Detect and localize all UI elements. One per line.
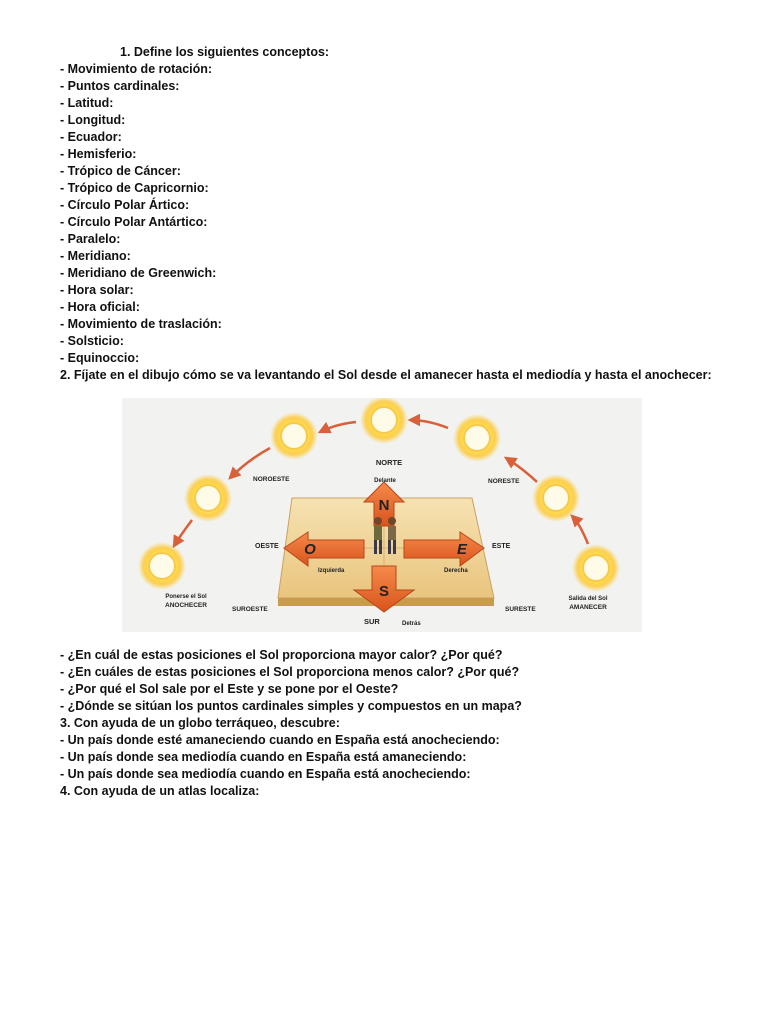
label-este: ESTE xyxy=(492,543,511,550)
label-suroeste: SUROESTE xyxy=(232,606,268,613)
label-salida-sol: Salida del Sol xyxy=(568,596,608,602)
concept-item: - Hora solar: xyxy=(60,283,134,297)
question-item: - ¿En cuál de estas posiciones el Sol proporciona mayor calor? ¿Por qué? xyxy=(60,648,503,662)
concept-item: - Círculo Polar Antártico: xyxy=(60,215,208,229)
concept-item: - Equinoccio: xyxy=(60,351,140,365)
concept-item: - Paralelo: xyxy=(60,232,121,246)
label-noreste: NORESTE xyxy=(488,478,520,485)
letter-e: E xyxy=(456,541,468,558)
sun-icon xyxy=(138,542,186,590)
sun-icon xyxy=(184,474,232,522)
concept-item: - Meridiano de Greenwich: xyxy=(60,266,217,280)
label-izquierda: Izquierda xyxy=(318,568,345,574)
concept-item: - Meridiano: xyxy=(60,249,131,263)
label-derecha: Derecha xyxy=(444,568,468,574)
concept-item: - Movimiento de traslación: xyxy=(60,317,222,331)
globe-item: - Un país donde sea mediodía cuando en España está amaneciendo: xyxy=(60,750,467,764)
concept-item: - Trópico de Cáncer: xyxy=(60,164,181,178)
letter-s: S xyxy=(378,583,390,600)
label-anochecer: ANOCHECER xyxy=(165,602,207,609)
sun-icon xyxy=(532,474,580,522)
label-amanecer: AMANECER xyxy=(569,604,607,611)
label-norte: NORTE xyxy=(375,458,403,467)
concept-item: - Círculo Polar Ártico: xyxy=(60,198,190,212)
concept-item: - Solsticio: xyxy=(60,334,124,348)
question-item: - ¿Dónde se sitúan los puntos cardinales simples y compuestos en un mapa? xyxy=(60,699,522,713)
sun-path-illustration xyxy=(122,398,642,632)
section4-heading: 4. Con ayuda de un atlas localiza: xyxy=(60,784,260,798)
label-detras: Detrás xyxy=(402,621,421,627)
question-item: - ¿En cuáles de estas posiciones el Sol proporciona menos calor? ¿Por qué? xyxy=(60,665,520,679)
section3-heading: 3. Con ayuda de un globo terráqueo, descubre: xyxy=(60,716,340,730)
letter-n: N xyxy=(378,497,390,514)
label-sureste: SURESTE xyxy=(505,606,536,613)
label-ponerse-sol: Ponerse el Sol xyxy=(165,594,207,600)
letter-o: O xyxy=(304,541,316,558)
globe-item: - Un país donde sea mediodía cuando en España está anocheciendo: xyxy=(60,767,471,781)
concept-item: - Latitud: xyxy=(60,96,114,110)
sun-icon xyxy=(453,414,501,462)
concept-item: - Ecuador: xyxy=(60,130,122,144)
section2-heading: 2. Fíjate en el dibujo cómo se va levantando el Sol desde el amanecer hasta el mediodía y hasta el anochecer: xyxy=(60,368,712,382)
concept-item: - Trópico de Capricornio: xyxy=(60,181,209,195)
concept-item: - Puntos cardinales: xyxy=(60,79,180,93)
concept-item: - Longitud: xyxy=(60,113,126,127)
label-oeste: OESTE xyxy=(255,543,279,550)
sun-icon xyxy=(572,544,620,592)
section1-heading: 1. Define los siguientes conceptos: xyxy=(120,45,330,59)
concept-item: - Movimiento de rotación: xyxy=(60,62,213,76)
sun-icon xyxy=(270,412,318,460)
sun-icon xyxy=(360,398,408,444)
label-sur: SUR xyxy=(364,617,380,626)
label-noroeste: NOROESTE xyxy=(253,476,290,483)
globe-item: - Un país donde esté amaneciendo cuando en España está anocheciendo: xyxy=(60,733,500,747)
label-delante: Delante xyxy=(374,478,396,484)
concept-item: - Hemisferio: xyxy=(60,147,137,161)
question-item: - ¿Por qué el Sol sale por el Este y se pone por el Oeste? xyxy=(60,682,399,696)
concept-item: - Hora oficial: xyxy=(60,300,140,314)
